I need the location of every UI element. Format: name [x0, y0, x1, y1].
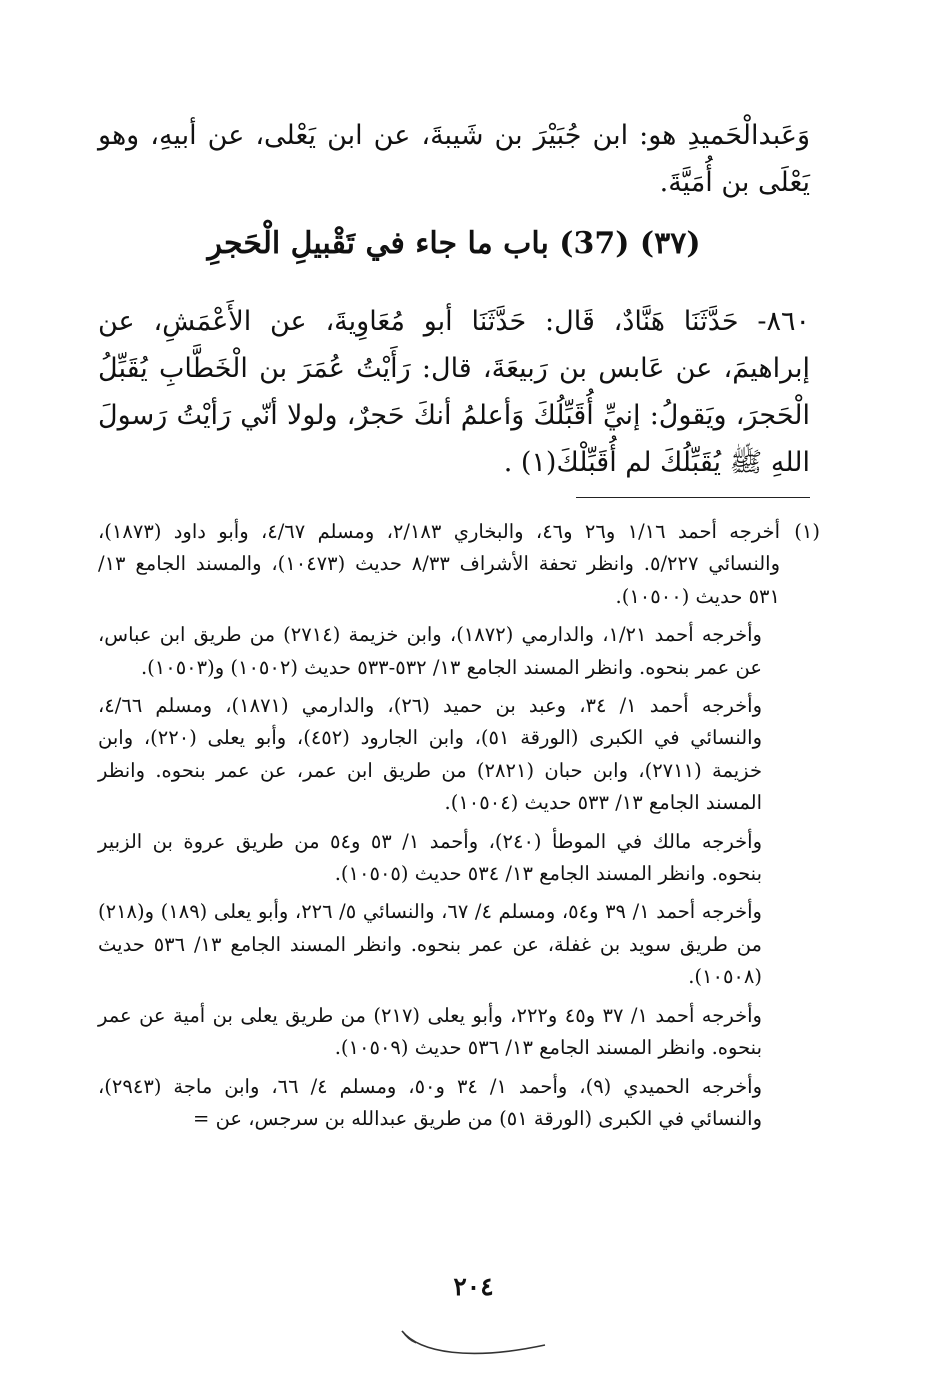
footnote-separator: [576, 497, 810, 498]
footnote-number: (١): [794, 520, 820, 543]
footnote-paragraph: [98, 690, 820, 820]
footnote-paragraph: [98, 826, 820, 891]
footnote-paragraph: [98, 896, 820, 993]
hadith-text: [98, 298, 810, 486]
flourish-ornament: [400, 1323, 550, 1363]
chapter-heading-text: (٣٧) (37) باب ما جاء في تَقْبيلِ الْحَجرِ: [207, 226, 701, 261]
footnote-text: أخرجه أحمد ١/١٦ و٢٦ و٤٦، والبخاري ٢/١٨٣، ومسلم ٤/٦٧، وأبو داود (١٨٧٣)، والنسائي ٥/٢٢٧. وانظر تحفة الأشراف ٨/٣٣ حديث (١٠٤٧٣)، والمسند الجامع ١٣/ ٥٣١ حديث (١٠٥٠٠).: [98, 520, 780, 608]
footnote-text: وأخرجه أحمد ١/ ٣٧ و٤٥ و٢٢٢، وأبو يعلى (٢١٧) من طريق يعلى بن أمية عن عمر بنحوه. وانظر المسند الجامع ١٣/ ٥٣٦ حديث (١٠٥٠٩).: [98, 1003, 762, 1060]
footnote-paragraph: [98, 1000, 820, 1065]
footnote-text: وأخرجه أحمد ١/ ٣٤، وعبد بن حميد (٢٦)، والدارمي (١٨٧١)، ومسلم ٤/٦٦، والنسائي في الكبرى (الورقة ٥١)، وابن الجارود (٤٥٢)، وأبو يعلى (٢٢٠)، وابن خزيمة (٢٧١١)، وابن حبان (٢٨٢١) من طريق ابن عمر، عن عمر بنحوه. وانظر المسند الجامع ١٣/ ٥٣٣ حديث (١٠٥٠٤).: [98, 694, 762, 815]
preceding-text-content: وَعَبدالْحَميدِ هو: ابن جُبَيْرَ بن شَيبةَ، عن ابن يَعْلى، عن أبيهِ، وهو يَعْلَى بن أُمَيَّةَ.: [98, 120, 810, 198]
page-number: ٢٠٤: [453, 1272, 494, 1301]
footnote-text: وأخرجه الحميدي (٩)، وأحمد ١/ ٣٤ و٥٠، ومسلم ٤/ ٦٦، وابن ماجة (٢٩٤٣)، والنسائي في الكبرى (الورقة ٥١) من طريق عبدالله بن سرجس، عن =: [98, 1074, 762, 1130]
footnotes: [98, 516, 820, 1141]
hadith-text-content: ٨٦٠- حَدَّثَنَا هَنَّادٌ، قَال: حَدَّثَنَا أبو مُعَاوِيةَ، عن الأَعْمَشِ، عن إبراهيمَ، عن عَابس بن رَبيعَةَ، قال: رَأَيْتُ عُمَرَ بن الْخَطَّابِ يُقَبِّلُ الْحَجرَ، ويَقولُ: إنيِّ أُقَبِّلُكَ وَأعلمُ أنكَ حَجرٌ، ولولا أنّي رَأيْتُ رَسولَ اللهِ ﷺ يُقَبِّلُكَ لم أُقَبِّلْكَ(١) .: [98, 306, 810, 478]
chapter-heading: [98, 222, 810, 266]
footnote-text: وأخرجه أحمد ١/٢١، والدارمي (١٨٧٢)، وابن خزيمة (٢٧١٤) من طريق ابن عباس، عن عمر بنحوه. وانظر المسند الجامع ١٣/ ٥٣٢-٥٣٣ حديث (١٠٥٠٢) و(١٠٥٠٣).: [98, 623, 762, 679]
footnote-paragraph: [98, 516, 820, 613]
footnote-text: وأخرجه أحمد ١/ ٣٩ و٥٤، ومسلم ٤/ ٦٧، والنسائي ٥/ ٢٢٦، وأبو يعلى (١٨٩) و(٢١٨) من طريق سويد بن غفلة، عن عمر بنحوه. وانظر المسند الجامع ١٣/ ٥٣٦ حديث (١٠٥٠٨).: [98, 900, 762, 989]
footnote-text: وأخرجه مالك في الموطأ (٢٤٠)، وأحمد ١/ ٥٣ و٥٤ من طريق عروة بن الزبير بنحوه. وانظر المسند الجامع ١٣/ ٥٣٤ حديث (١٠٥٠٥).: [98, 829, 762, 886]
footnote-paragraph: [98, 1071, 820, 1136]
preceding-text: [98, 112, 810, 206]
footnote-paragraph: [98, 619, 820, 684]
